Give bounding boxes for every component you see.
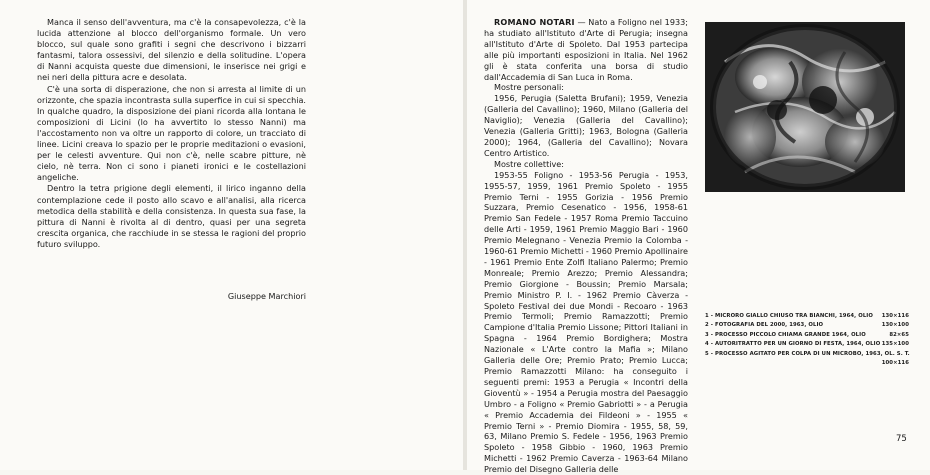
caption-title: 1 - MICRORO GIALLO CHIUSO TRA BIANCHI, 1964, OLIO bbox=[705, 313, 873, 319]
collective-heading: Mostre collettive: bbox=[494, 158, 564, 169]
caption-row bbox=[705, 321, 909, 330]
abstract-painting-image bbox=[705, 22, 905, 192]
bio-intro-text: — Nato a Foligno nel 1933; ha studiato all'Istituto d'Arte di Perugia; insegna all'Istituto d'Arte di Spoleto. Dal 1953 partecipa alle più importanti esposizioni in Italia. Nel 1962 gli è stata conferita una borsa di studio dall'Accademia di San Luca in Roma. bbox=[484, 17, 688, 82]
caption-dimensions: 82×65 bbox=[889, 331, 909, 338]
personal-heading: Mostre personali: bbox=[494, 82, 564, 93]
caption-title: 2 - FOTOGRAFIA DEL 2000, 1963, OLIO bbox=[705, 322, 824, 329]
caption-dimensions: 130×100 bbox=[881, 322, 909, 329]
artist-biography bbox=[484, 17, 688, 475]
artist-name: ROMANO NOTARI bbox=[494, 17, 575, 27]
bio-intro bbox=[484, 17, 688, 82]
abstract-painting-icon bbox=[705, 22, 905, 192]
page-number: 75 bbox=[896, 434, 907, 444]
collective-exhibitions: 1953-55 Foligno - 1953-56 Perugia - 1953, 1955-57, 1959, 1961 Premio Spoleto - 1955 Premio Terni - 1955 Gorizia - 1956 Premio Suzzara, Premio Cesenatico - 1956, 1958-61 Premio San Fedele - 1957 Roma Premio Taccuino delle Arti - 1959, 1961 Premio Maggio Bari - 1960 Premio Melegnano - Venezia Premio la Colomba - 1960-61 Premio Michetti - 1960 Premio Apollinaire - 1961 Premio Ente Zolfi Italiano Palermo; Premio Monreale; Premio Arezzo; Premio Alessandra; Premio Giorgione - Boussin; Premio Marsala; Premio Ministro P. I. - 1962 Premio Càverza - Spoleto Festival dei due Mondi - Recoaro - 1963 Premio Termoli; Premio Ramazzotti; Premio Campione d'Italia Premio Lissone; Pittori Italiani in Spagna - 1964 Premio Bordighera; Mostra Nazionale « L'Arte contro la Mafia »; Milano Galleria delle Ore; Premio Prato; Premio Lucca; Premio Ramazzotti Milano: ha conseguito i seguenti premi: 1953 a Perugia « Incontri della Gioventù » - 1954 a Perugia mostra del Paesaggio Umbro - a Foligno « Premio Gabriotti » - a Perugia « Premio Accademia dei Fildeoni » - 1955 « Premio Terni » - Premio Diomira - 1955, 58, 59, 63, Milano Premio S. Fedele - 1956, 1963 Premio Spoleto - 1958 Gibbio - 1960, 1963 Premio Michetti - 1962 Premio Caverza - 1963-64 Milano Premio del Disegno Galleria delle bbox=[484, 169, 688, 475]
caption-row bbox=[705, 350, 909, 359]
caption-row bbox=[705, 312, 909, 321]
caption-dimensions: 130×116 bbox=[881, 313, 909, 319]
essay-signature: Giuseppe Marchiori bbox=[227, 291, 306, 301]
essay-paragraph-3: Dentro la tetra prigione degli elementi, il lirico inganno della contemplazione cede il posto allo scavo e all'analisi, alla ricerca metodica della stabilità e della consistenza. In questa sua fase, la pittura di Nanni è rivolta al di dentro, quasi per una segreta crescita organica, che racchiude in se stessa le ragioni del proprio futuro sviluppo. bbox=[37, 183, 306, 249]
caption-dimensions: 135×100 bbox=[881, 341, 909, 348]
caption-extra-dimensions: 100×116 bbox=[881, 360, 909, 367]
personal-exhibitions: 1956, Perugia (Saletta Brufani); 1959, Venezia (Galleria del Cavallino); 1960, Milano (Galleria del Naviglio); Venezia (Galleria del Cavallino); Venezia (Galleria Gritti); 1963, Bologna (Galleria 2000); 1964, (Galleria del Cavallino); Novara Centro Artistico. bbox=[484, 93, 688, 158]
essay-paragraph-1: Manca il senso dell'avventura, ma c'è la consapevolezza, c'è la lucida attenzione al blocco dell'organismo formale. Un vero blocco, sul quale sono grafiti i segni che descrivono i bizzarri fantasmi, talora ossessivi, del silenzio e della solitudine. L'opera di Nanni acquista queste due dimensioni, le inserisce nei grigi e nei neri della pittura acre e desolata. bbox=[37, 17, 306, 83]
caption-title: 3 - PROCESSO PICCOLO CHIAMA GRANDE 1964, OLIO bbox=[705, 331, 866, 338]
caption-row bbox=[705, 331, 909, 340]
left-page bbox=[0, 0, 463, 470]
painting-captions bbox=[705, 312, 909, 368]
essay-paragraph-2: C'è una sorta di disperazione, che non si arresta al limite di un orizzonte, che spazia incontrasta sulla superfice in cui si specchia. In qualche quadro, la disposizione dei piani ricorda alla lontana le composizioni di Licini (lo ha avvertito lo stesso Nanni) ma l'accostamento non va oltre un rapporto di colore, un tracciato di linee. Licini creava lo spazio per le proprie meditazioni o evasioni, per le celesti avventure. Qui non c'è, nelle scabre pitture, nè cielo, nè terra. Non ci sono i pianeti ironici e le costellazioni angeliche. bbox=[37, 83, 306, 183]
caption-row bbox=[705, 340, 909, 349]
essay-text bbox=[37, 17, 306, 250]
caption-title: 4 - AUTORITRATTO PER UN GIORNO DI FESTA, 1964, OLIO bbox=[705, 341, 881, 348]
caption-title: 5 - PROCESSO AGITATO PER COLPA DI UN MICROBO, 1963, OL. S. T. bbox=[705, 350, 910, 357]
